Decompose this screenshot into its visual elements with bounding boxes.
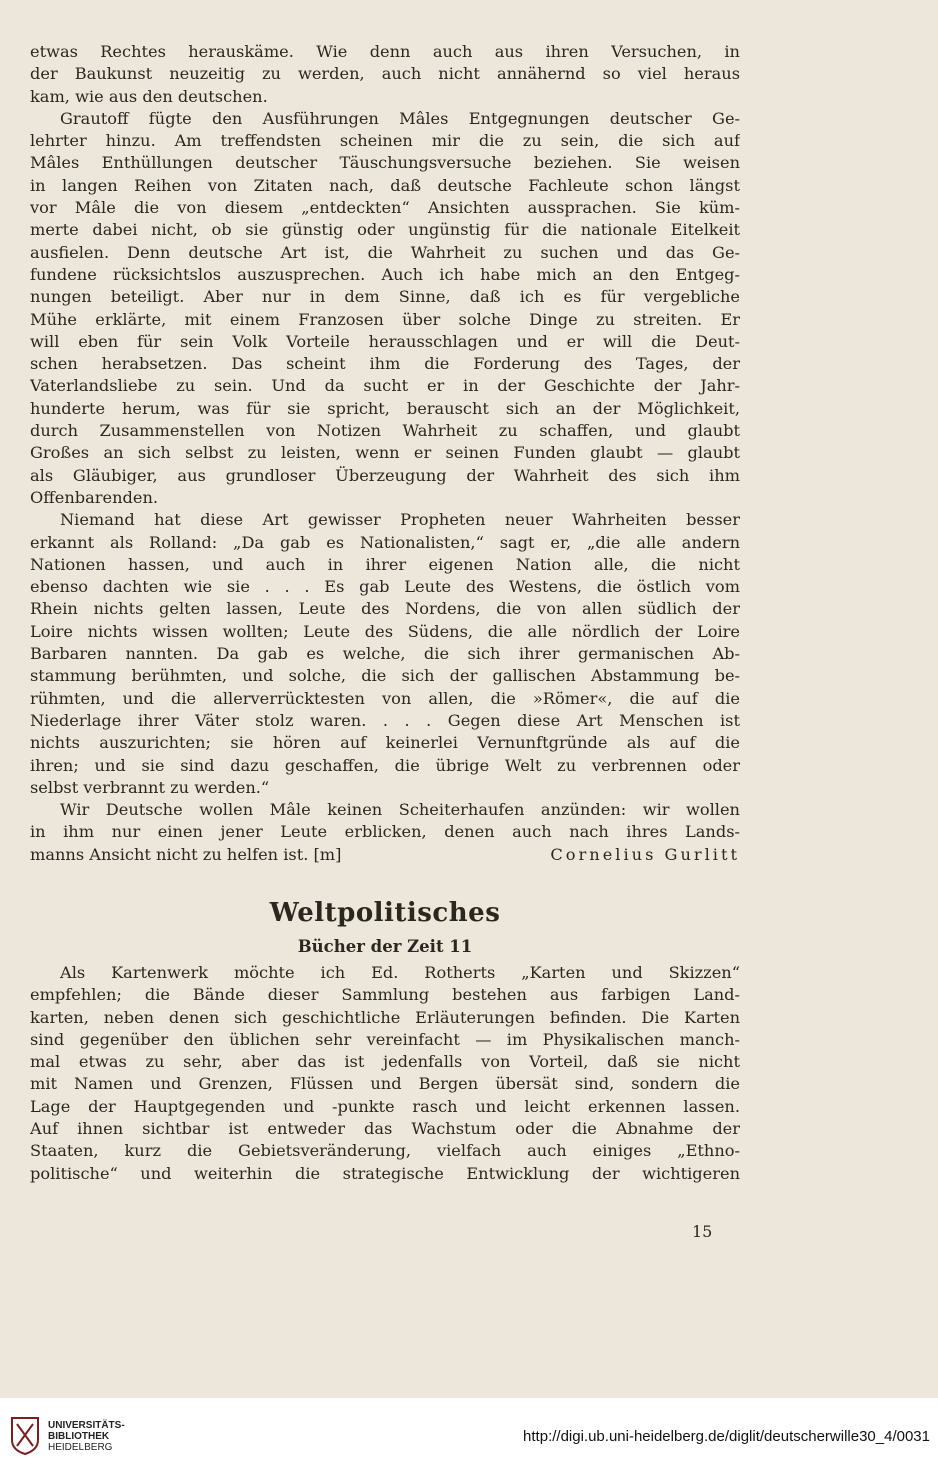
text-line: Niederlage ihrer Väter stolz waren. . . . Gegen diese Art Menschen ist — [30, 710, 740, 730]
section-title: Weltpolitisches — [269, 897, 501, 928]
text-line: durch Zusammenstellen von Notizen Wahrheit zu schaffen, und glaubt — [30, 421, 740, 441]
text-line: Mühe erklärte, mit einem Franzosen über solche Dinge zu streiten. Er — [30, 309, 740, 329]
text-line: politische“ und weiterhin die strategische Entwicklung der wichtigeren — [30, 1163, 740, 1183]
text-line: der Baukunst neuzeitig zu werden, auch nicht annähernd so viel heraus — [30, 64, 740, 84]
section-subtitle: Bücher der Zeit 11 — [297, 936, 473, 956]
text-line: in ihm nur einen jener Leute erblicken, denen auch nach ihres Lands- — [30, 822, 740, 842]
footer-bar — [0, 1398, 938, 1474]
paragraphs-bottom — [30, 962, 740, 1185]
text-line: Lage der Hauptgegenden und -punkte rasch und leicht erkennen lassen. — [30, 1096, 740, 1116]
text-line: ausfielen. Denn deutsche Art ist, die Wahrheit zu suchen und das Ge- — [30, 242, 740, 262]
text-line: ebenso dachten wie sie . . . Es gab Leute des Westens, die östlich vom — [30, 577, 740, 597]
logo-text: UNIVERSITÄTS- BIBLIOTHEK HEIDELBERG — [48, 1419, 125, 1453]
page-number: 15 — [692, 1222, 713, 1241]
text-line: Staaten, kurz die Gebietsveränderung, vielfach auch einiges „Ethno- — [30, 1141, 740, 1161]
text-line: empfehlen; die Bände dieser Sammlung bestehen aus farbigen Land- — [30, 985, 740, 1005]
text-line: nichts auszurichten; sie hören auf keinerlei Vernunftgründe als auf die — [30, 733, 740, 753]
text-line: Rhein nichts gelten lassen, Leute des Nordens, die von allen südlich der — [30, 599, 740, 619]
text-line: rühmten, und die allerverrücktesten von allen, die »Römer«, die auf die — [30, 688, 740, 708]
text-line: etwas Rechtes herauskäme. Wie denn auch aus ihren Versuchen, in — [30, 42, 740, 61]
text-line: vor Mâle die von diesem „entdeckten“ Ansichten aussprachen. Sie küm- — [30, 198, 740, 218]
text-line: hunderte herum, was für sie spricht, berauscht sich an der Möglichkeit, — [30, 398, 740, 418]
text-line: Als Kartenwerk möchte ich Ed. Rotherts „Karten und Skizzen“ — [60, 962, 740, 982]
text-line: fundene rücksichtslos auszusprechen. Auch ich habe mich an den Entgeg- — [30, 264, 740, 284]
text-line: sind gegenüber den üblichen sehr vereinfacht — im Physikalischen manch- — [30, 1029, 740, 1049]
text-line: ihren; und sie sind dazu geschaffen, die übrige Welt zu verbrennen oder — [30, 755, 740, 775]
text-line: Grautoff fügte den Ausführungen Mâles Entgegnungen deutscher Ge- — [60, 108, 740, 128]
text-line: mal etwas zu sehr, aber das ist jedenfalls von Vorteil, daß sie nicht — [30, 1052, 740, 1072]
text-line: Auf ihnen sichtbar ist entweder das Wachstum oder die Abnahme der — [30, 1119, 740, 1139]
text-line: stammung berühmten, und solche, die sich der gallischen Abstammung be- — [30, 666, 740, 686]
text-line: in langen Reihen von Zitaten nach, daß deutsche Fachleute schon längst — [30, 175, 740, 195]
source-url-link[interactable]: http://digi.ub.uni-heidelberg.de/diglit/deutscherwille30_4/0031 — [523, 1427, 930, 1445]
text-line: mit Namen und Grenzen, Flüssen und Bergen übersät sind, sondern die — [30, 1074, 740, 1094]
text-line: Großes an sich selbst zu leisten, wenn er seinen Funden glaubt — glaubt — [30, 443, 740, 463]
text-line: Offenbarenden. — [30, 487, 159, 507]
text-line: Niemand hat diese Art gewisser Propheten neuer Wahrheiten besser — [60, 510, 740, 530]
text-line: merte dabei nicht, ob sie günstig oder ungünstig für die nationale Eitelkeit — [30, 220, 740, 240]
text-line: erkannt als Rolland: „Da gab es Nationalisten,“ sagt er, „die alle andern — [30, 532, 740, 552]
text-line: Loire nichts wissen wollten; Leute des Südens, die alle nördlich der Loire — [30, 621, 740, 641]
text-line: will eben für sein Volk Vorteile herausschlagen und er will die Deut- — [30, 331, 740, 351]
text-line: schen herabsetzen. Das scheint ihm die Forderung des Tages, der — [30, 354, 740, 374]
closing-text: manns Ansicht nicht zu helfen ist. [m] — [30, 844, 342, 864]
text-line: Nationen hassen, und auch in ihrer eigenen Nation alle, die nicht — [30, 554, 740, 574]
article-text — [30, 41, 740, 1185]
author-signature: Cornelius Gurlitt — [550, 844, 740, 864]
text-line: Vaterlandsliebe zu sein. Und da sucht er in der Geschichte der Jahr- — [30, 376, 740, 396]
text-line: Mâles Enthüllungen deutscher Täuschungsversuche beziehen. Sie weisen — [30, 153, 740, 173]
university-seal-icon — [8, 1416, 42, 1456]
text-line: Barbaren nannten. Da gab es welche, die sich ihrer germanischen Ab- — [30, 644, 740, 664]
text-line: karten, neben denen sich geschichtliche Erläuterungen befinden. Die Karten — [30, 1007, 740, 1027]
text-line: lehrter hinzu. Am treffendsten scheinen mir die zu sein, die sich auf — [30, 131, 740, 151]
paragraphs-top — [30, 41, 740, 844]
library-logo[interactable] — [8, 1416, 125, 1456]
text-line: kam, wie aus den deutschen. — [30, 86, 268, 106]
text-line: als Gläubiger, aus grundloser Überzeugung der Wahrheit des sich ihm — [30, 465, 740, 485]
text-line: nungen beteiligt. Aber nur in dem Sinne, daß ich es für vergebliche — [30, 287, 740, 307]
text-line: selbst verbrannt zu werden.“ — [30, 777, 270, 797]
signature-line — [30, 844, 740, 866]
text-line: Wir Deutsche wollen Mâle keinen Scheiterhaufen anzünden: wir wollen — [60, 800, 740, 820]
